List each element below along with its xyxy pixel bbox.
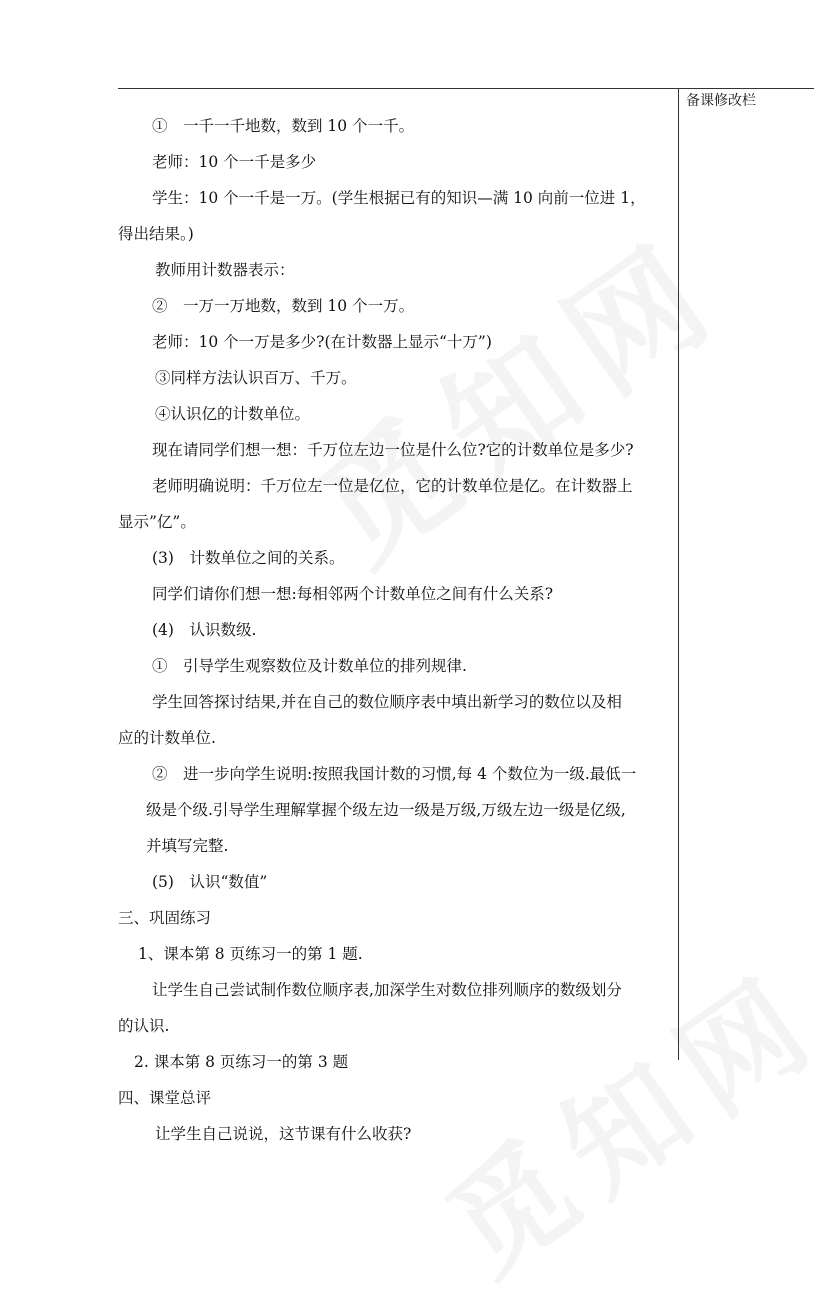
- text-line: ① 一千一千地数，数到 10 个一千。: [152, 117, 415, 135]
- text-line: ④认识亿的计数单位。: [155, 405, 311, 423]
- text-line: 三、巩固练习: [118, 909, 212, 927]
- text-line: 现在请同学们想一想：千万位左边一位是什么位?它的计数单位是多少?: [152, 441, 634, 459]
- text-line: 1、课本第 8 页练习一的第 1 题.: [138, 945, 363, 963]
- text-line: (3) 计数单位之间的关系。: [152, 549, 345, 567]
- text-line: 老师：10 个一万是多少?(在计数器上显示“十万”): [152, 333, 492, 351]
- text-line: 让学生自己尝试制作数位顺序表,加深学生对数位排列顺序的数级划分: [152, 981, 622, 999]
- text-line: 应的计数单位.: [118, 729, 216, 747]
- text-line: ② 一万一万地数，数到 10 个一万。: [152, 297, 415, 315]
- text-line: (5) 认识“数值”: [152, 873, 268, 891]
- text-line: 得出结果。): [118, 225, 194, 243]
- side-column-title: 备课修改栏: [686, 93, 756, 109]
- text-line: 让学生自己说说，这节课有什么收获?: [155, 1125, 412, 1143]
- text-line: 级是个级.引导学生理解掌握个级左边一级是万级,万级左边一级是亿级,: [146, 801, 626, 819]
- text-line: 老师：10 个一千是多少: [152, 153, 317, 171]
- text-line: 教师用计数器表示：: [155, 261, 295, 279]
- side-column-divider: [678, 88, 679, 1060]
- text-line: 的认识.: [118, 1017, 170, 1035]
- lesson-body: [118, 108, 674, 1152]
- text-line: ② 进一步向学生说明:按照我国计数的习惯,每 4 个数位为一级.最低一: [152, 765, 637, 783]
- text-line: ③同样方法认识百万、千万。: [155, 369, 357, 387]
- table-top-border: [118, 88, 814, 89]
- text-line: 老师明确说明：千万位左一位是亿位，它的计数单位是亿。在计数器上: [152, 477, 633, 495]
- text-line: 同学们请你们想一想:每相邻两个计数单位之间有什么关系?: [152, 585, 554, 603]
- text-line: 2. 课本第 8 页练习一的第 3 题: [134, 1053, 349, 1071]
- text-line: 四、课堂总评: [118, 1089, 212, 1107]
- text-line: 并填写完整.: [146, 837, 229, 855]
- text-line: 学生：10 个一千是一万。(学生根据已有的知识—满 10 向前一位进 1，: [152, 189, 646, 207]
- text-line: ① 引导学生观察数位及计数单位的排列规律.: [152, 657, 467, 675]
- text-line: 显示”亿”。: [118, 513, 196, 531]
- text-line: (4) 认识数级.: [152, 621, 257, 639]
- text-line: 学生回答探讨结果,并在自己的数位顺序表中填出新学习的数位以及相: [152, 693, 622, 711]
